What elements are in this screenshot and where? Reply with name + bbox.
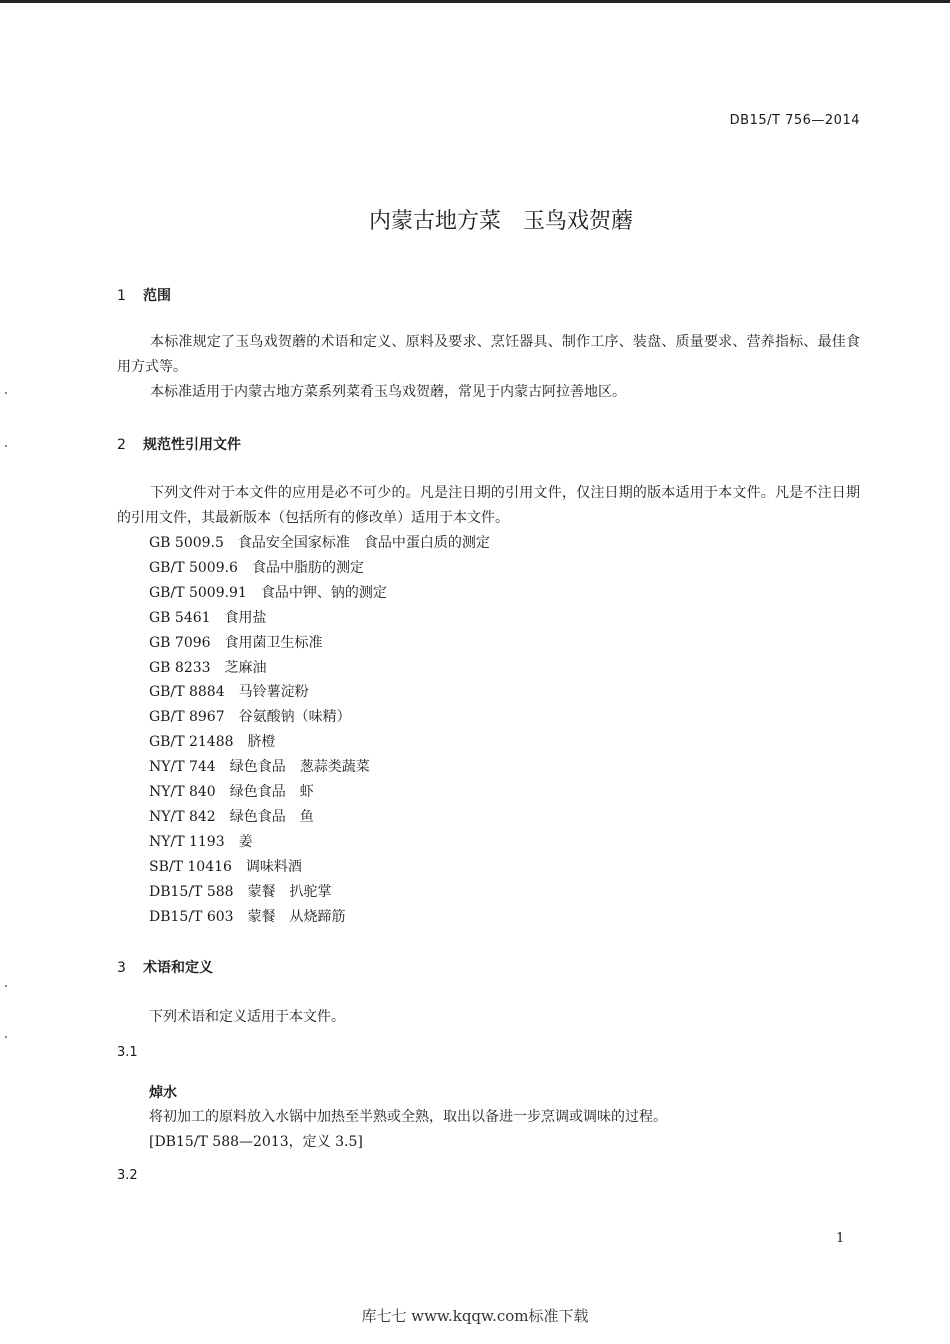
reference-item: GB/T 8967 谷氨酸钠（味精） [149,709,351,726]
top-border-line [0,0,950,3]
reference-item: SB/T 10416 调味料酒 [149,858,302,875]
terms-intro: 下列术语和定义适用于本文件。 [149,1009,345,1025]
reference-item: DB15/T 588 蒙餐 扒驼掌 [149,883,332,900]
section-title: 范围 [143,288,171,304]
footer-watermark: 库七七 www.kqqw.com标准下载 [361,1307,589,1325]
reference-item: DB15/T 603 蒙餐 从烧蹄筋 [149,908,346,925]
references-intro: 下列文件对于本文件的应用是必不可少的。凡是注日期的引用文件，仅注日期的版本适用于本文件。凡是不注日期的引用文件，其最新版本（包括所有的修改单）适用于本文件。 [117,485,860,526]
standard-code: DB15/T 756—2014 [729,113,860,128]
reference-item: GB/T 8884 马铃薯淀粉 [149,684,309,701]
reference-item: GB/T 5009.6 食品中脂肪的测定 [149,559,364,576]
reference-item: GB/T 21488 脐橙 [149,734,276,751]
reference-item: GB 8233 芝麻油 [149,659,267,676]
scan-mark [5,985,7,987]
reference-item: NY/T 840 绿色食品 虾 [149,784,314,801]
reference-item: GB 5009.5 食品安全国家标准 食品中蛋白质的测定 [149,535,490,551]
reference-list [149,531,490,930]
scan-mark [5,1036,7,1038]
scan-mark [5,392,7,394]
section-number: 1 [117,288,126,304]
reference-item: GB 5461 食用盐 [149,609,267,626]
term-number: 3.2 [117,1168,138,1183]
section-number: 3 [117,960,126,976]
section-title: 规范性引用文件 [143,437,241,453]
scope-paragraph-2: 本标准适用于内蒙古地方菜系列菜肴玉鸟戏贺蘑，常见于内蒙古阿拉善地区。 [150,384,626,400]
reference-item: NY/T 744 绿色食品 葱蒜类蔬菜 [149,759,370,776]
section-heading-terms-definitions [117,957,213,977]
section-heading-scope [117,285,171,305]
scope-paragraph-1: 本标准规定了玉鸟戏贺蘑的术语和定义、原料及要求、烹饪器具、制作工序、装盘、质量要求、营养指标、最佳食用方式等。 [117,334,860,375]
section-title: 术语和定义 [143,960,213,976]
document-title: 内蒙古地方菜 玉鸟戏贺蘑 [368,209,633,234]
section-heading-normative-references [117,434,241,454]
term-number: 3.1 [117,1045,138,1060]
term-definition: 将初加工的原料放入水锅中加热至半熟或全熟，取出以备进一步烹调或调味的过程。 [149,1109,667,1125]
section-number: 2 [117,437,126,453]
reference-item: GB/T 5009.91 食品中钾、钠的测定 [149,584,387,601]
page-number: 1 [836,1231,845,1246]
reference-item: NY/T 842 绿色食品 鱼 [149,808,314,825]
reference-item: GB 7096 食用菌卫生标准 [149,634,323,651]
reference-item: NY/T 1193 姜 [149,833,253,850]
term-name: 焯水 [149,1085,177,1101]
scan-mark [5,445,7,447]
term-source: [DB15/T 588—2013，定义 3.5] [149,1134,363,1150]
